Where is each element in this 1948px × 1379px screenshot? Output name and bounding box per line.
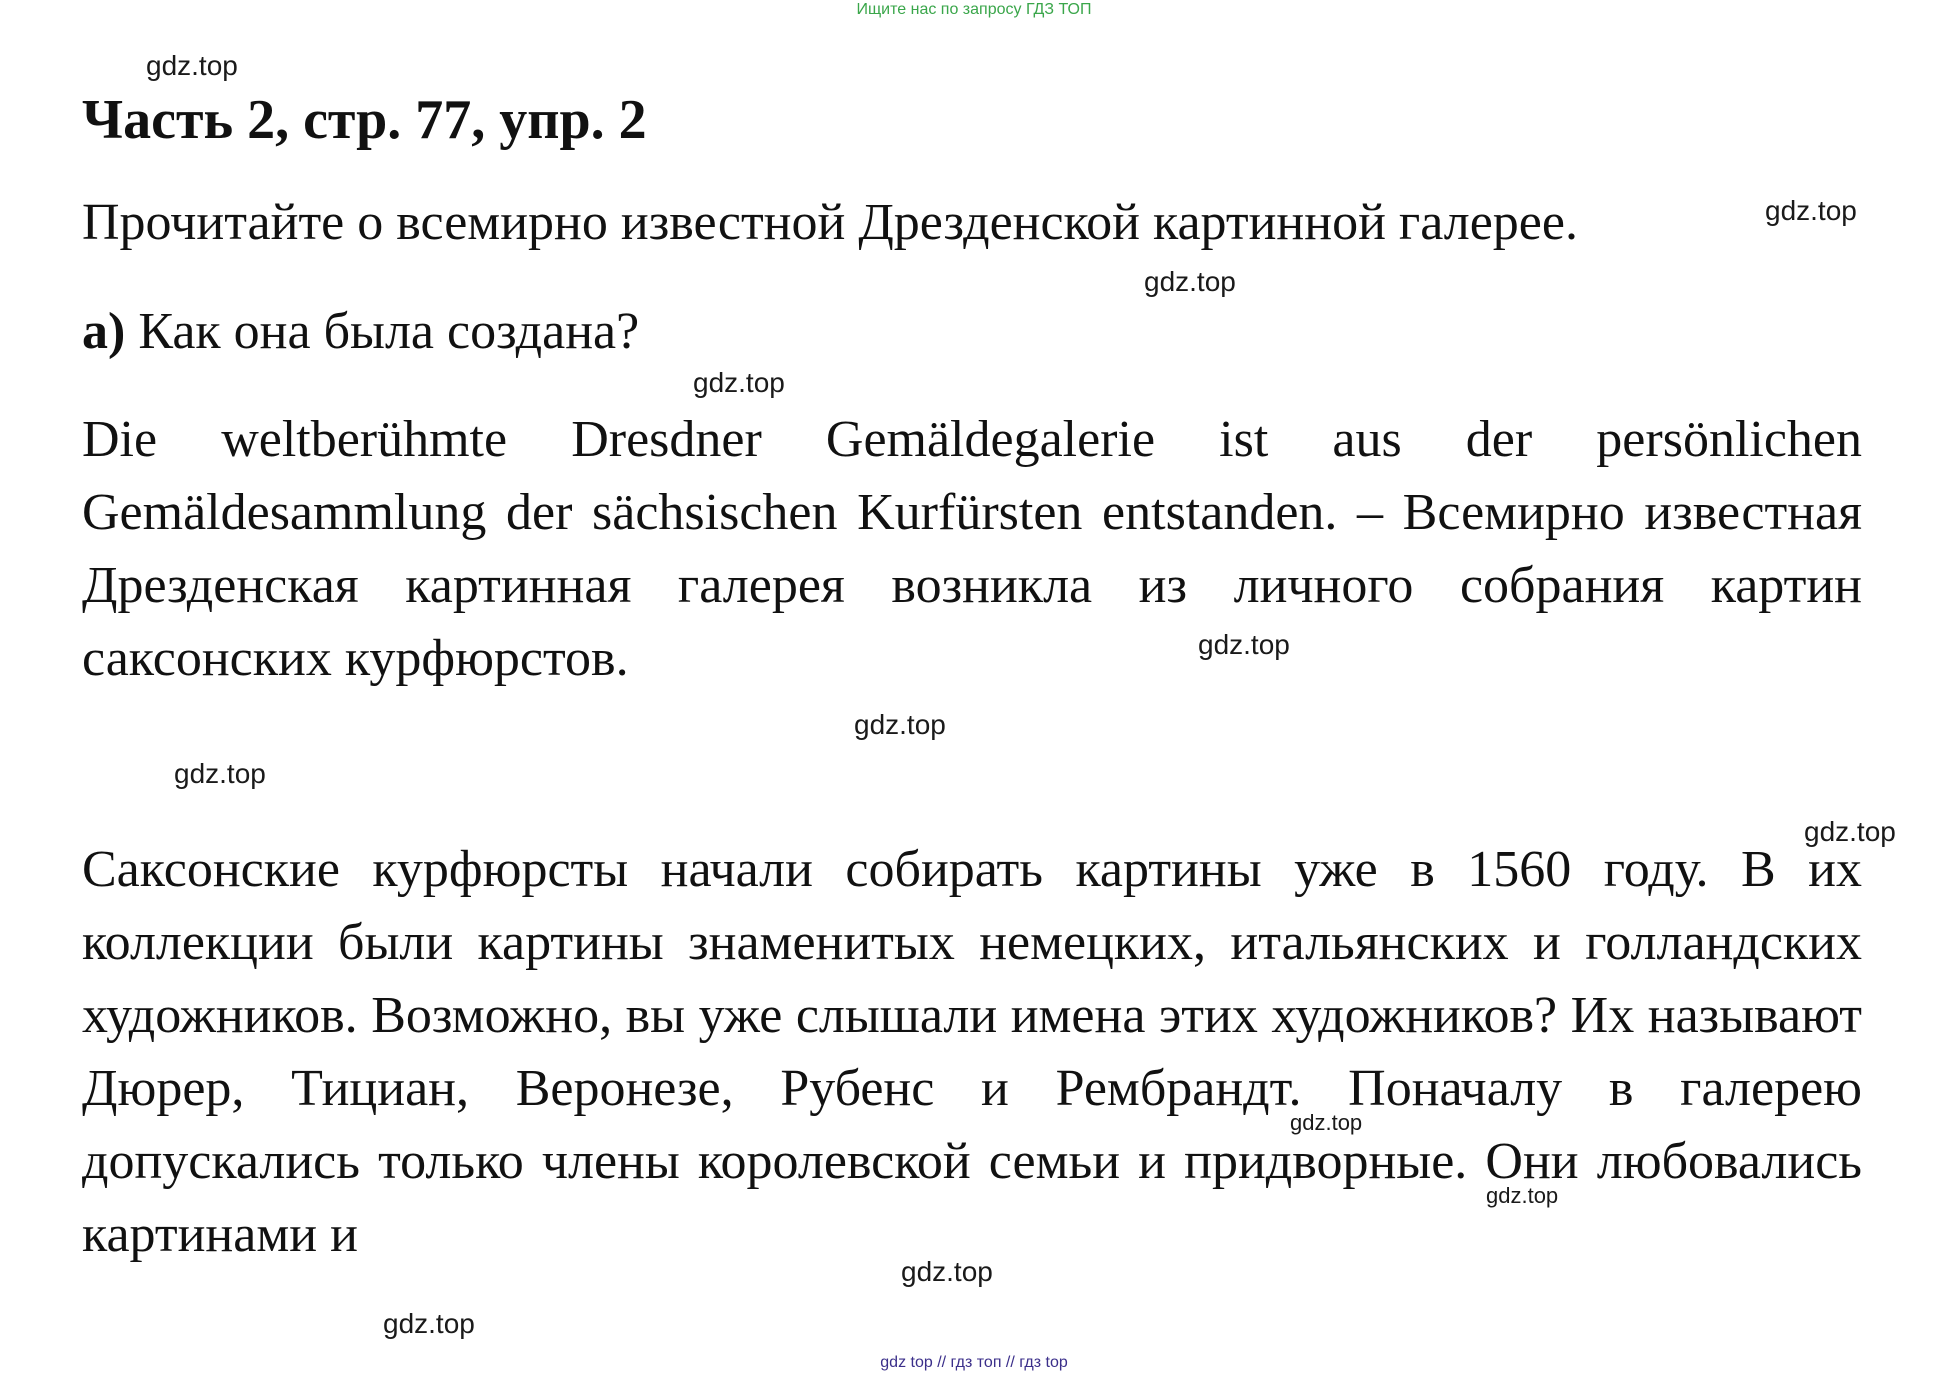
watermark: gdz.top [693,367,785,398]
watermark: gdz.top [146,50,238,81]
question-line [82,302,639,361]
watermark: gdz.top [174,758,266,789]
text-paragraph: Саксонские курфюрсты начали собирать картины уже в 1560 году. В их коллекции были картины знаменитых немецких, итальянских и голландских художников. Возможно, вы уже слышали имена этих художников? Их называют Дюрер, Тициан, Веронезе, Рубенс и Рембрандт. Поначалу в галерею допускались только члены королевской семьи и придворные. Они любовались картинами и [82,841,1862,1263]
watermark: gdz.top [1765,195,1857,226]
question-label: а) [82,303,126,360]
instruction-text: Прочитайте о всемирно известной Дрезденской картинной галерее. [82,194,1578,251]
watermark: gdz.top [1144,266,1236,297]
page-title: Часть 2, стр. 77, упр. 2 [82,89,647,151]
watermark: gdz.top [1804,816,1896,847]
top-banner: Ищите нас по запросу ГДЗ ТОП [856,1,1092,18]
watermark: gdz.top [1290,1110,1363,1135]
question-text: Как она была создана? [138,303,640,360]
watermark: gdz.top [1486,1183,1559,1208]
watermark: gdz.top [854,709,946,740]
answer-paragraph: Die weltberühmte Dresdner Gemäldegalerie ist aus der persönlichen Gemäldesammlung der sächsischen Kurfürsten entstanden. – Всемирно известная Дрезденская картинная галерея возникла из личного собрания картин саксонских курфюрстов. [82,411,1862,687]
watermark: gdz.top [383,1308,475,1339]
watermark: gdz.top [1198,629,1290,660]
bottom-banner: gdz top // гдз топ // гдз top [880,1354,1068,1371]
watermark: gdz.top [901,1256,993,1287]
